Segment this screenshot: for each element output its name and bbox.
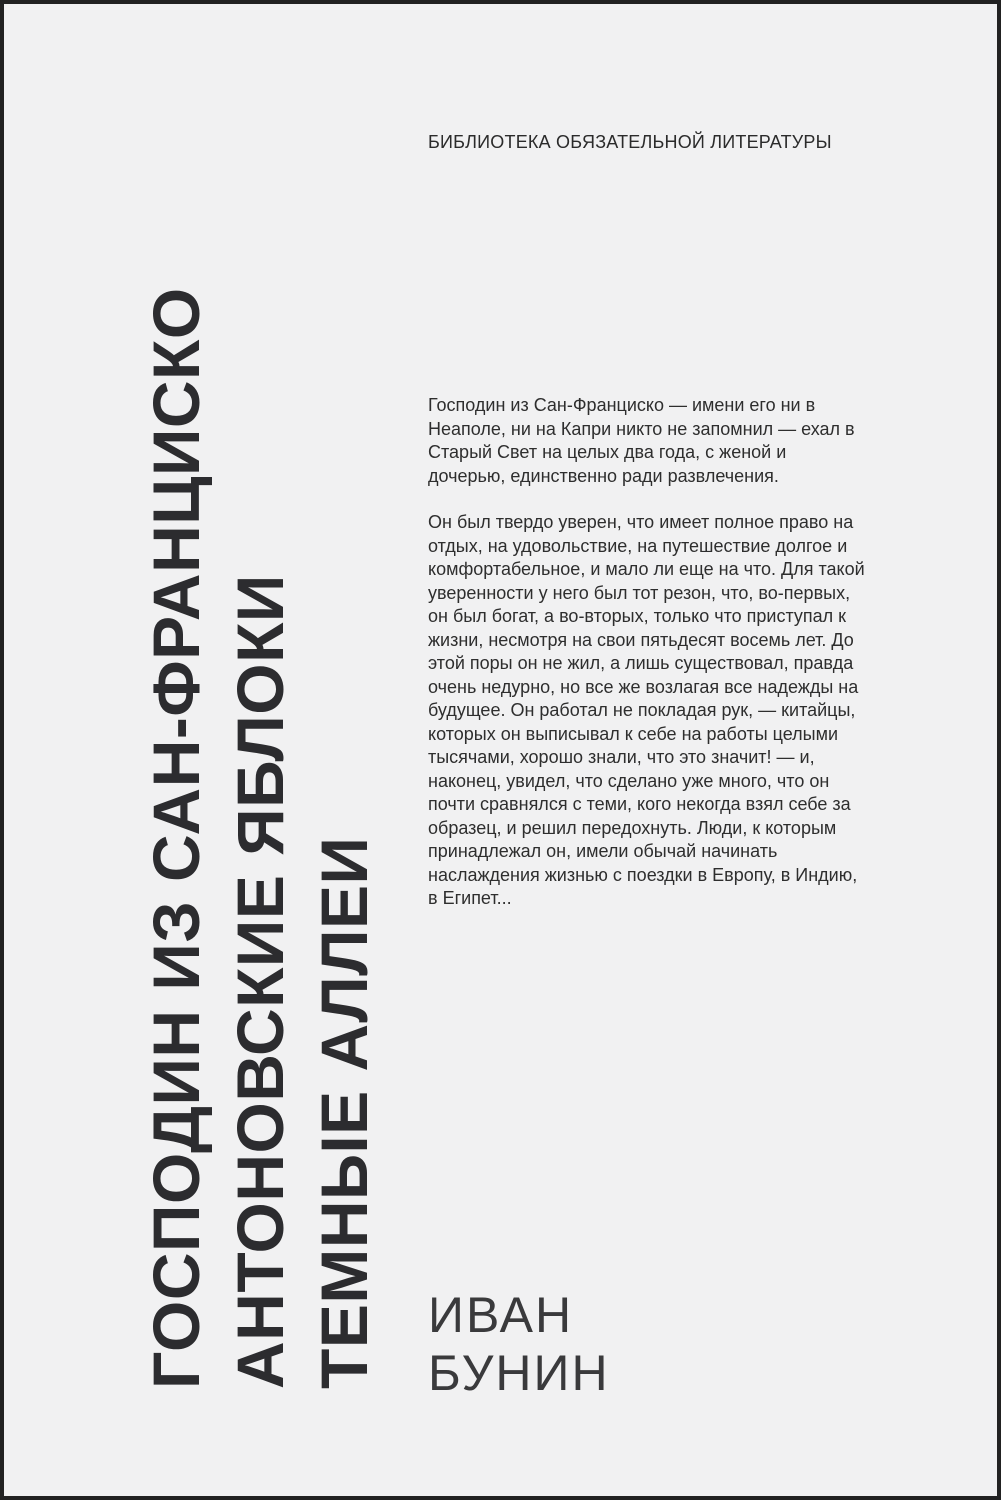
author-first-name: ИВАН [428,1287,574,1343]
author-name [428,1286,610,1402]
excerpt-text [428,394,868,934]
excerpt-paragraph-1: Господин из Сан-Франциско — имени его ни в Неаполе, ни на Капри никто не запомнил — ехал в Старый Свет на целых два года, с женой и дочерью, единственно ради развлечения. [428,395,855,486]
author-last-name: БУНИН [428,1345,610,1401]
series-name: БИБЛИОТЕКА ОБЯЗАТЕЛЬНОЙ ЛИТЕРАТУРЫ [428,132,832,152]
excerpt-paragraph-2: Он был твердо уверен, что имеет полное право на отдых, на удовольствие, на путешествие долгое и комфортабельное, и мало ли еще на что. Для такой уверенности у него был тот резон, что, во-первых, он был богат, а во-вторых, только что приступал к жизни, несмотря на свои пятьдесят восемь лет. До этой поры он не жил, а лишь существовал, правда очень недурно, но все же возлагая все надежды на будущее. Он работал не покладая рук, — китайцы, которых он выписывал к себе на работы целыми тысячами, хорошо знали, что это значит! — и, наконец, увидел, что сделано уже много, что он почти сравнялся с теми, кого некогда взял себе за образец, и решил передохнуть. Люди, к которым принадлежал он, имели обычай начинать наслаждения жизнью с поездки в Европу, в Индию, в Египет... [428,512,865,908]
title-line-1: ГОСПОДИН ИЗ САН-ФРАНЦИСКО [139,287,213,1389]
book-titles [134,129,386,1389]
title-line-3: ТЕМНЫЕ АЛЛЕИ [307,836,381,1389]
title-line-2: АНТОНОВСКИЕ ЯБЛОКИ [223,574,297,1389]
